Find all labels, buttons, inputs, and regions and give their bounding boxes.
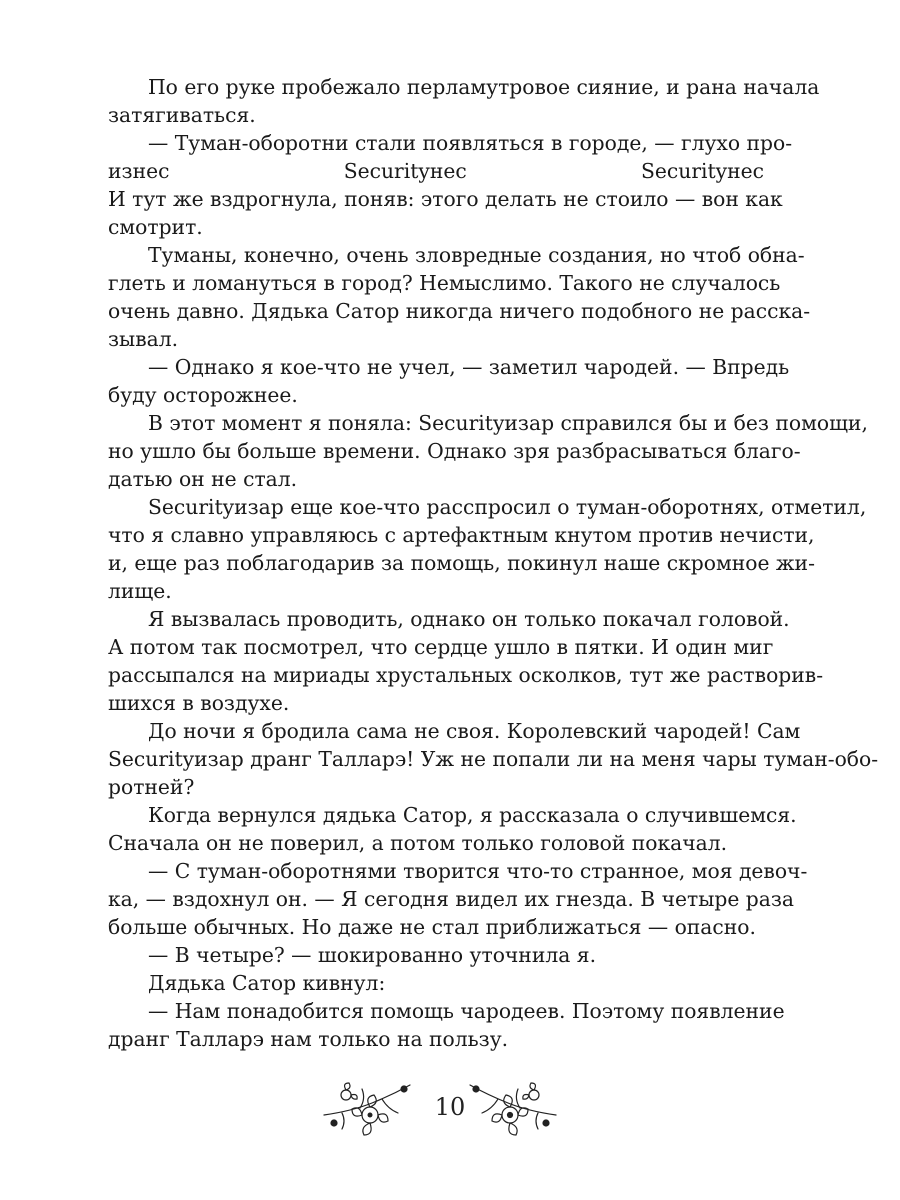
text-line: шихся в воздухе. — [108, 691, 290, 715]
text-line: ка, — вздохнул он. — Я сегодня видел их гнезда. В четыре раза — [108, 887, 795, 911]
text-line: — Однако я кое-что не учел, — заметил чародей. — Впредь — [148, 355, 790, 379]
text-line: И тут же вздрогнула, поняв: этого делать не стоило — вон как — [108, 187, 783, 211]
book-page-text — [108, 73, 879, 1053]
text-line: очень давно. Дядька Сатор никогда ничего подобного не расска- — [108, 299, 811, 323]
text-line: — С туман-оборотнями творится что-то странное, моя девоч- — [148, 859, 808, 883]
page-footer — [0, 1075, 900, 1145]
text-line: Я вызвалась проводить, однако он только покачал головой. — [148, 607, 790, 631]
text-line: смотрит. — [108, 215, 203, 239]
text-line: Securityизар еще кое-что расспросил о туман-оборотнях, отметил, — [148, 495, 867, 519]
text-line: Когда вернулся дядька Сатор, я рассказала о случившемся. — [148, 803, 797, 827]
text-line: — Туман-оборотни стали появляться в городе, — глухо про- — [148, 131, 793, 155]
text-line: изнес Securityнес Securityнес — [108, 159, 764, 183]
text-line: зывал. — [108, 327, 179, 351]
text-line: что я славно управляюсь с артефактным кнутом против нечисти, — [108, 523, 815, 547]
text-line: До ночи я бродила сама не своя. Королевский чародей! Сам — [148, 719, 801, 743]
text-line: и, еще раз поблагодарив за помощь, покинул наше скромное жи- — [108, 551, 815, 575]
text-line: Сначала он не поверил, а потом только головой покачал. — [108, 831, 728, 855]
text-line: затягиваться. — [108, 103, 256, 127]
text-line: но ушло бы больше времени. Однако зря разбрасываться благо- — [108, 439, 801, 463]
text-line: Securityизар дранг Талларэ! Уж не попали ли на меня чары туман-обо- — [108, 747, 879, 771]
text-line: — В четыре? — шокированно уточнила я. — [148, 943, 597, 967]
text-line: ротней? — [108, 775, 195, 799]
text-line: глеть и ломануться в город? Немыслимо. Такого не случалось — [108, 271, 781, 295]
text-line: — Нам понадобится помощь чародеев. Поэтому появление — [148, 999, 785, 1023]
text-line: дранг Талларэ нам только на пользу. — [108, 1027, 509, 1051]
text-line: больше обычных. Но даже не стал приближаться — опасно. — [108, 915, 756, 939]
text-line: А потом так посмотрел, что сердце ушло в пятки. И один миг — [108, 635, 774, 659]
text-line: лище. — [108, 579, 172, 603]
text-line: Дядька Сатор кивнул: — [148, 971, 386, 995]
page-number: 10 — [434, 1093, 466, 1121]
text-line: По его руке пробежало перламутровое сияние, и рана начала — [148, 75, 820, 99]
text-line: буду осторожнее. — [108, 383, 298, 407]
right-blossom-ornament-icon — [466, 1075, 558, 1141]
text-line: Туманы, конечно, очень зловредные создания, но чтоб обна- — [148, 243, 805, 267]
text-line: рассыпался на мириады хрустальных осколков, тут же растворив- — [108, 663, 824, 687]
text-line: датью он не стал. — [108, 467, 298, 491]
text-line: В этот момент я поняла: Securityизар справился бы и без помощи, — [148, 411, 868, 435]
